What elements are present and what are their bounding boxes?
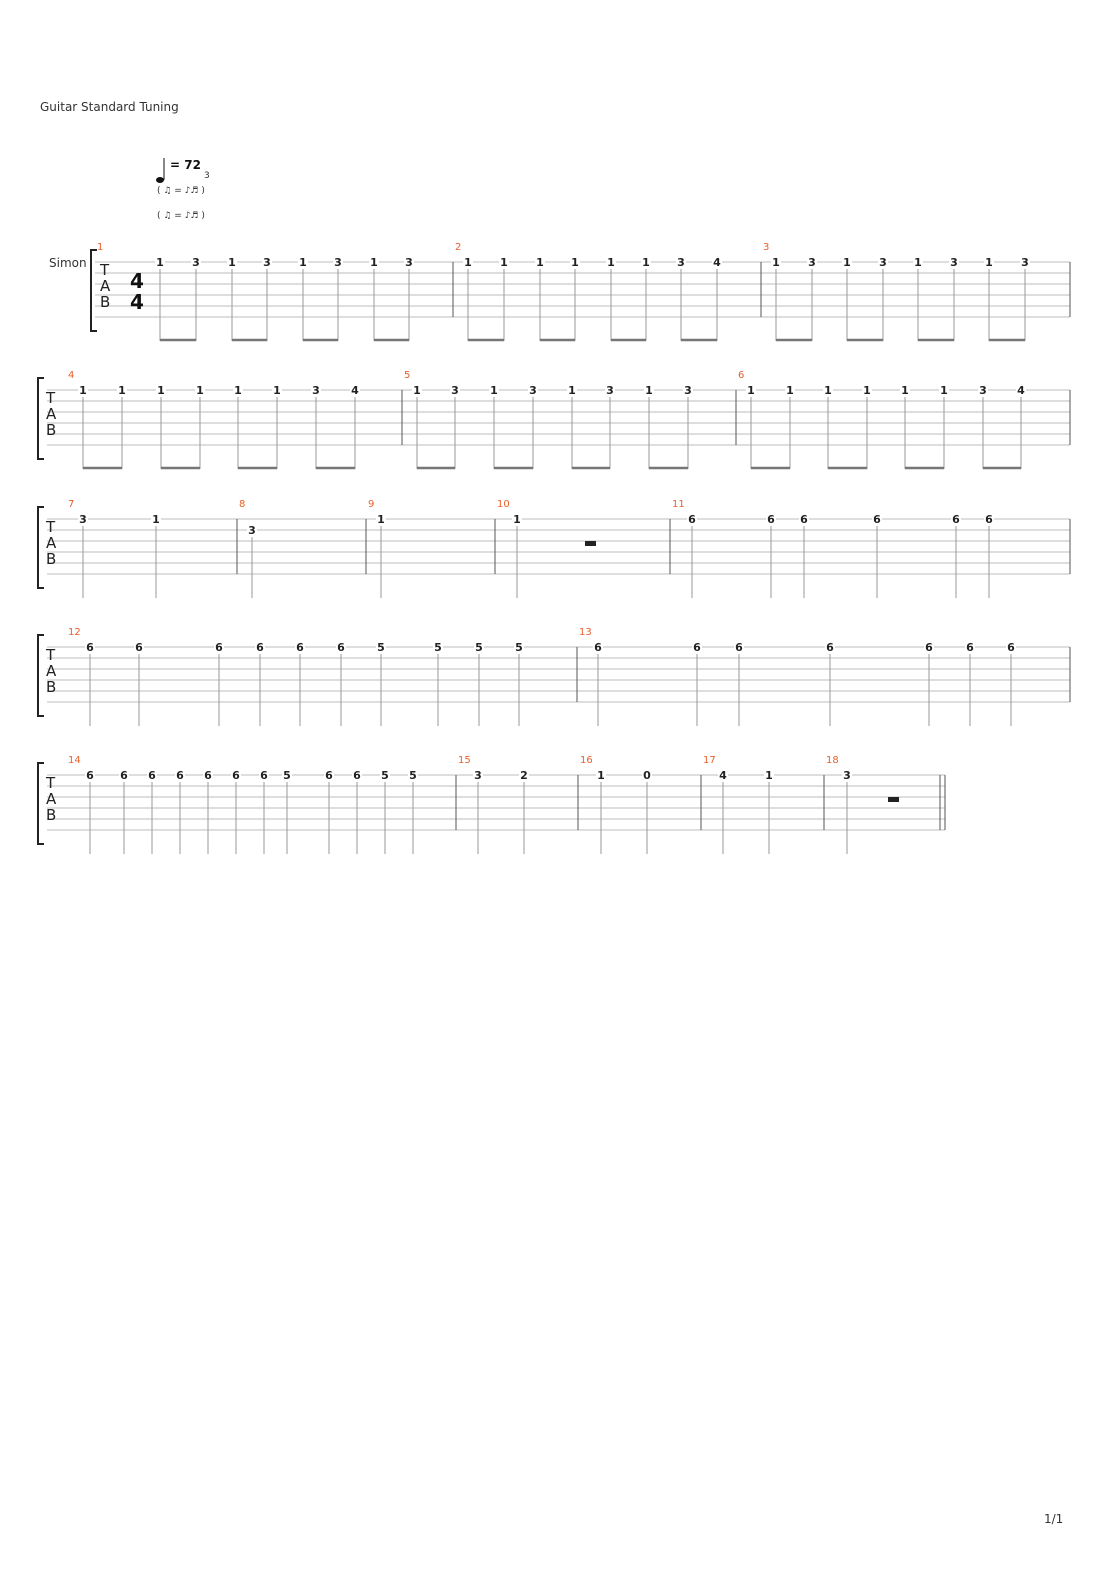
measure-number: 7 (68, 499, 75, 510)
tab-clef-letter: A (46, 790, 57, 808)
tab-clef-letter: T (100, 261, 110, 279)
fret-number: 1 (571, 256, 579, 269)
fret-number: 6 (952, 513, 960, 526)
fret-number: 6 (232, 769, 240, 782)
fret-number: 1 (464, 256, 472, 269)
fret-number: 1 (513, 513, 521, 526)
page-number: 1/1 (1044, 1512, 1064, 1526)
fret-number: 6 (215, 641, 223, 654)
fret-number: 3 (950, 256, 958, 269)
fret-number: 4 (1017, 384, 1025, 397)
fret-number: 3 (248, 524, 256, 537)
fret-number: 6 (594, 641, 602, 654)
fret-number: 3 (451, 384, 459, 397)
measure-number: 1 (97, 242, 104, 253)
measure-number: 16 (580, 755, 593, 766)
measure-number: 3 (763, 242, 770, 253)
fret-number: 3 (529, 384, 537, 397)
fret-number: 3 (1021, 256, 1029, 269)
measure-number: 18 (826, 755, 839, 766)
fret-number: 3 (192, 256, 200, 269)
fret-number: 3 (684, 384, 692, 397)
fret-number: 6 (176, 769, 184, 782)
measure-number: 4 (68, 370, 75, 381)
tab-clef-letter: T (46, 774, 56, 792)
fret-number: 1 (786, 384, 794, 397)
fret-number: 6 (260, 769, 268, 782)
fret-number: 3 (843, 769, 851, 782)
fret-number: 5 (515, 641, 523, 654)
fret-number: 6 (353, 769, 361, 782)
tab-clef-letter: B (100, 293, 111, 311)
tab-system-1 (91, 242, 1070, 341)
fret-number: 6 (826, 641, 834, 654)
fret-number: 5 (409, 769, 417, 782)
measure-number: 12 (68, 627, 81, 638)
fret-number: 6 (337, 641, 345, 654)
fret-number: 1 (299, 256, 307, 269)
measure-number: 13 (579, 627, 592, 638)
fret-number: 3 (263, 256, 271, 269)
fret-number: 6 (767, 513, 775, 526)
fret-number: 1 (607, 256, 615, 269)
fret-number: 6 (688, 513, 696, 526)
fret-number: 4 (713, 256, 721, 269)
fret-number: 1 (597, 769, 605, 782)
measure-number: 17 (703, 755, 716, 766)
fret-number: 4 (719, 769, 727, 782)
system-bracket (38, 635, 44, 716)
fret-number: 1 (377, 513, 385, 526)
tab-clef-letter: T (46, 389, 56, 407)
fret-number: 3 (334, 256, 342, 269)
measure-number: 6 (738, 370, 745, 381)
fret-number: 1 (118, 384, 126, 397)
fret-number: 6 (148, 769, 156, 782)
fret-number: 6 (86, 641, 94, 654)
fret-number: 3 (879, 256, 887, 269)
fret-number: 2 (520, 769, 528, 782)
tab-system-5 (38, 755, 945, 854)
fret-number: 1 (645, 384, 653, 397)
fret-number: 6 (86, 769, 94, 782)
fret-number: 1 (536, 256, 544, 269)
fret-number: 1 (79, 384, 87, 397)
tab-clef-letter: T (46, 646, 56, 664)
fret-number: 1 (370, 256, 378, 269)
fret-number: 3 (312, 384, 320, 397)
fret-number: 6 (966, 641, 974, 654)
fret-number: 6 (296, 641, 304, 654)
fret-number: 1 (940, 384, 948, 397)
fret-number: 1 (500, 256, 508, 269)
fret-number: 1 (228, 256, 236, 269)
fret-number: 3 (808, 256, 816, 269)
fret-number: 1 (863, 384, 871, 397)
fret-number: 1 (234, 384, 242, 397)
measure-number: 5 (404, 370, 411, 381)
swing-mark-2: ( ♫ = ♪♬ ) (157, 211, 205, 221)
fret-number: 3 (677, 256, 685, 269)
tuning-label: Guitar Standard Tuning (40, 100, 179, 114)
fret-number: 1 (156, 256, 164, 269)
measure-number: 2 (455, 242, 462, 253)
quarter-note-icon (156, 177, 164, 183)
fret-number: 6 (256, 641, 264, 654)
fret-number: 1 (772, 256, 780, 269)
tab-clef-letter: A (46, 662, 57, 680)
fret-number: 1 (490, 384, 498, 397)
tab-clef-letter: T (46, 518, 56, 536)
fret-number: 6 (325, 769, 333, 782)
fret-number: 5 (381, 769, 389, 782)
system-bracket (38, 763, 44, 844)
fret-number: 6 (735, 641, 743, 654)
fret-number: 5 (377, 641, 385, 654)
tab-clef-letter: A (100, 277, 111, 295)
fret-number: 1 (413, 384, 421, 397)
measure-number: 11 (672, 499, 685, 510)
measure-number: 14 (68, 755, 81, 766)
fret-number: 1 (843, 256, 851, 269)
fret-number: 1 (568, 384, 576, 397)
tempo-triplet-mark: 3 (204, 171, 210, 181)
fret-number: 6 (985, 513, 993, 526)
fret-number: 6 (1007, 641, 1015, 654)
fret-number: 5 (434, 641, 442, 654)
fret-number: 1 (196, 384, 204, 397)
system-bracket (38, 507, 44, 588)
system-bracket (38, 378, 44, 459)
fret-number: 6 (120, 769, 128, 782)
tab-system-2 (38, 370, 1070, 469)
fret-number: 5 (475, 641, 483, 654)
fret-number: 6 (135, 641, 143, 654)
fret-number: 1 (273, 384, 281, 397)
fret-number: 3 (979, 384, 987, 397)
fret-number: 1 (765, 769, 773, 782)
fret-number: 1 (824, 384, 832, 397)
fret-number: 5 (283, 769, 291, 782)
time-signature-denominator: 4 (130, 290, 144, 314)
tab-clef-letter: B (46, 678, 57, 696)
fret-number: 6 (204, 769, 212, 782)
fret-number: 1 (914, 256, 922, 269)
tab-clef-letter: B (46, 550, 57, 568)
fret-number: 4 (351, 384, 359, 397)
measure-number: 8 (239, 499, 246, 510)
tab-clef-letter: A (46, 405, 57, 423)
fret-number: 1 (157, 384, 165, 397)
fret-number: 1 (642, 256, 650, 269)
swing-mark-1: ( ♫ = ♪♬ ) (157, 186, 205, 196)
fret-number: 0 (643, 769, 651, 782)
tab-clef-letter: B (46, 806, 57, 824)
fret-number: 6 (873, 513, 881, 526)
rest-icon (888, 797, 899, 802)
rest-icon (585, 541, 596, 546)
fret-number: 3 (474, 769, 482, 782)
fret-number: 1 (747, 384, 755, 397)
fret-number: 6 (800, 513, 808, 526)
fret-number: 3 (405, 256, 413, 269)
fret-number: 1 (985, 256, 993, 269)
measure-number: 10 (497, 499, 510, 510)
measure-number: 15 (458, 755, 471, 766)
time-signature-numerator: 4 (130, 269, 144, 293)
track-name: Simon (49, 256, 87, 270)
tempo-bpm: = 72 (170, 158, 201, 172)
fret-number: 3 (79, 513, 87, 526)
fret-number: 1 (152, 513, 160, 526)
measure-number: 9 (368, 499, 375, 510)
tempo-marking (156, 158, 210, 221)
tab-clef-letter: B (46, 421, 57, 439)
fret-number: 6 (693, 641, 701, 654)
fret-number: 3 (606, 384, 614, 397)
fret-number: 1 (901, 384, 909, 397)
tab-system-4 (38, 627, 1070, 726)
fret-number: 6 (925, 641, 933, 654)
tab-system-3 (38, 499, 1070, 598)
tab-clef-letter: A (46, 534, 57, 552)
